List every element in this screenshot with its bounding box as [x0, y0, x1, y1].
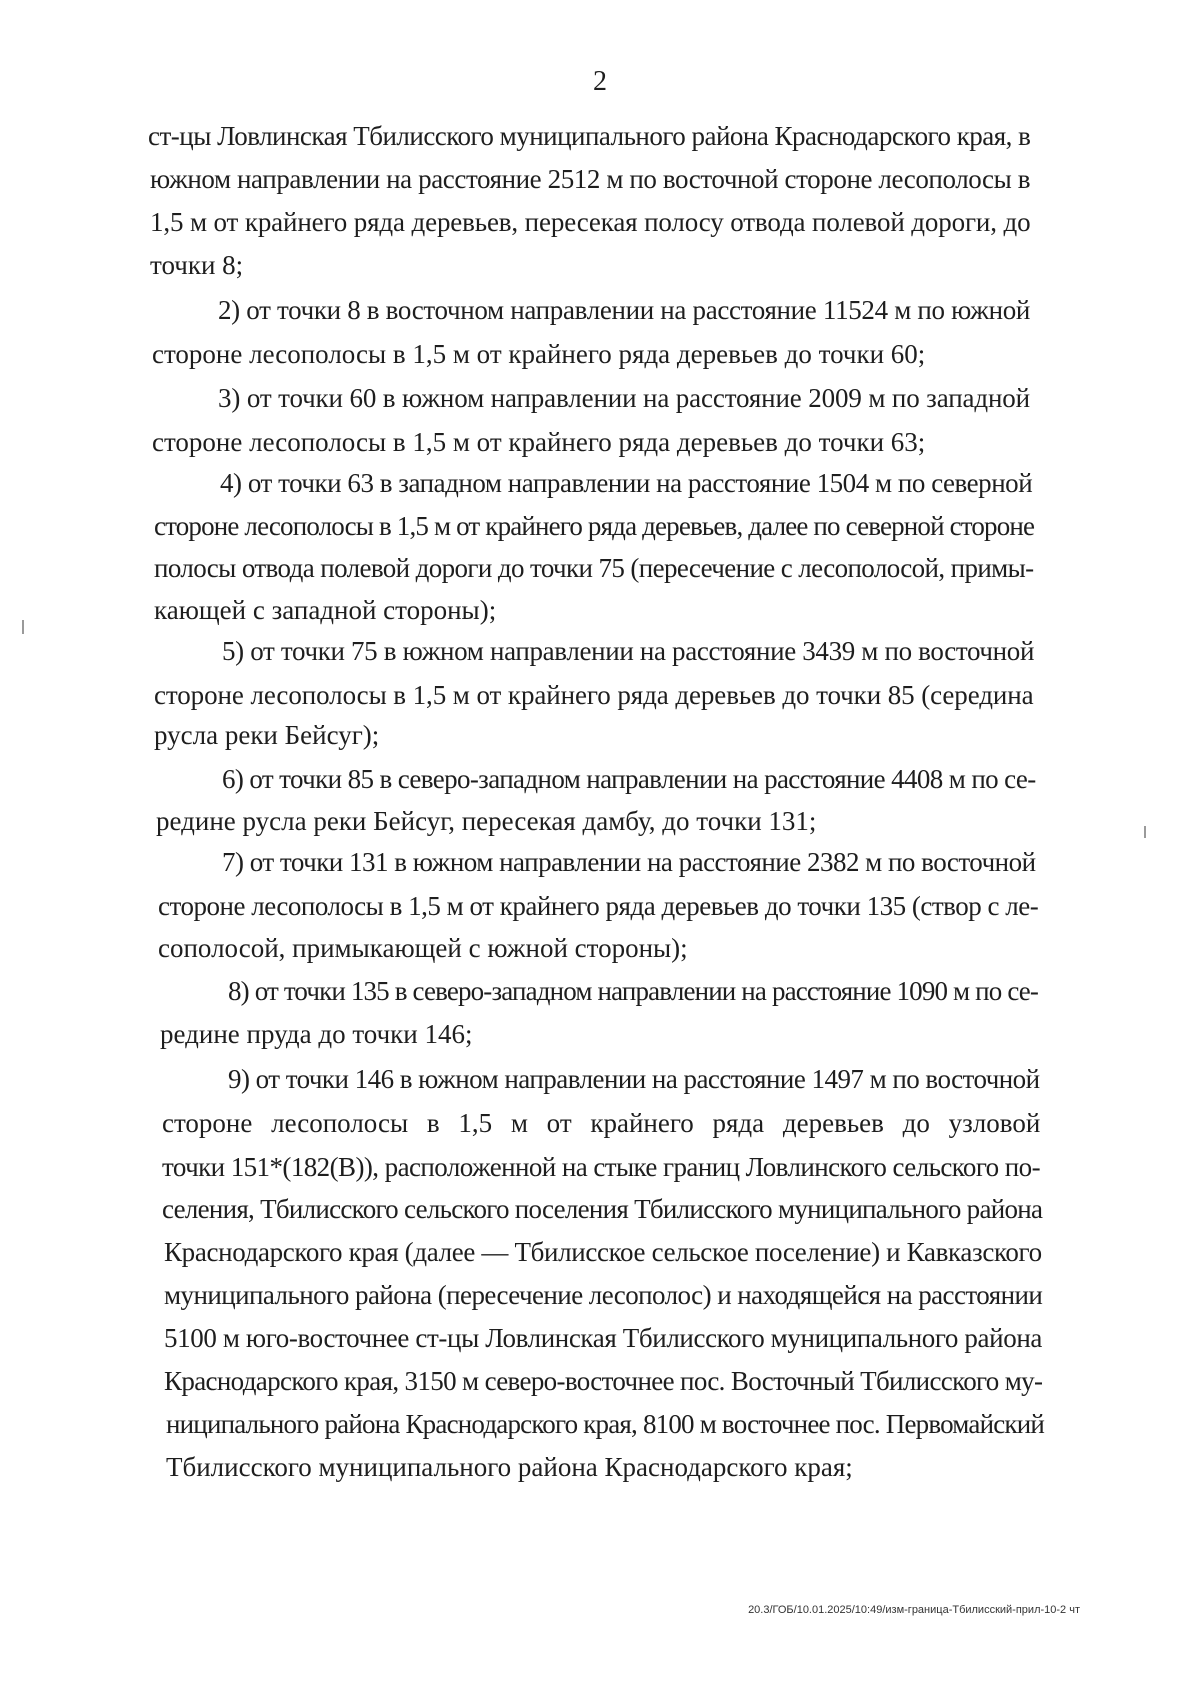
text-line: 9) от точки 146 в южном направлении на расстояние 1497 м по восточной — [228, 1064, 1040, 1094]
text-line: точки 8; — [150, 250, 244, 280]
text-line: ст-цы Ловлинская Тбилисского муниципального района Краснодарского края, в — [148, 121, 1031, 151]
text-line: русла реки Бейсуг); — [154, 720, 380, 750]
text-line: стороне лесополосы в 1,5 м от крайнего ряда деревьев до узловой — [162, 1108, 1041, 1138]
text-line: стороне лесополосы в 1,5 м от крайнего ряда деревьев до точки 85 (середина — [154, 680, 1034, 710]
scan-speck — [1144, 826, 1146, 838]
text-line: 3) от точки 60 в южном направлении на расстояние 2009 м по западной — [218, 383, 1030, 413]
text-line: Краснодарского края (далее — Тбилисское сельское поселение) и Кавказского — [164, 1237, 1042, 1267]
text-line: ниципального района Краснодарского края, 8100 м восточнее пос. Первомайский — [166, 1409, 1045, 1439]
text-line: 5100 м юго-восточнее ст-цы Ловлинская Тбилисского муниципального района — [164, 1323, 1043, 1353]
text-line: стороне лесополосы в 1,5 м от крайнего ряда деревьев, далее по северной стороне — [154, 511, 1035, 541]
text-line: 1,5 м от крайнего ряда деревьев, пересекая полосу отвода полевой дороги, до — [150, 207, 1031, 237]
text-line: 8) от точки 135 в северо-западном направлении на расстояние 1090 м по се- — [228, 976, 1039, 1006]
text-line: селения, Тбилисского сельского поселения Тбилисского муниципального района — [162, 1194, 1043, 1224]
text-line: южном направлении на расстояние 2512 м по восточной стороне лесополосы в — [150, 164, 1031, 194]
text-line: стороне лесополосы в 1,5 м от крайнего ряда деревьев до точки 135 (створ с ле- — [158, 891, 1039, 921]
text-line: 5) от точки 75 в южном направлении на расстояние 3439 м по восточной — [222, 636, 1035, 666]
text-line: точки 151*(182(В)), расположенной на стыке границ Ловлинского сельского по- — [162, 1152, 1040, 1182]
text-line: 6) от точки 85 в северо-западном направлении на расстояние 4408 м по се- — [222, 764, 1036, 794]
document-footer: 20.3/ГОБ/10.01.2025/10:49/изм-граница-Тбилисский-прил-10-2 чт — [748, 1604, 1080, 1616]
text-line: 2) от точки 8 в восточном направлении на расстояние 11524 м по южной — [218, 295, 1031, 325]
text-line: полосы отвода полевой дороги до точки 75 (пересечение с лесополосой, примы- — [154, 553, 1034, 583]
text-line: редине пруда до точки 146; — [160, 1019, 473, 1049]
text-line: 7) от точки 131 в южном направлении на расстояние 2382 м по восточной — [222, 847, 1036, 877]
text-line: Краснодарского края, 3150 м северо-восточнее пос. Восточный Тбилисского му- — [164, 1366, 1043, 1396]
scan-speck — [22, 620, 24, 634]
text-line: 4) от точки 63 в западном направлении на расстояние 1504 м по северной — [220, 468, 1033, 498]
text-line: кающей с западной стороны); — [154, 595, 497, 625]
text-line: стороне лесополосы в 1,5 м от крайнего ряда деревьев до точки 60; — [152, 339, 926, 369]
text-line: сополосой, примыкающей с южной стороны); — [158, 933, 688, 963]
text-line: стороне лесополосы в 1,5 м от крайнего ряда деревьев до точки 63; — [152, 427, 926, 457]
text-line: Тбилисского муниципального района Краснодарского края; — [166, 1452, 853, 1482]
page-number: 2 — [593, 66, 607, 97]
text-line: муниципального района (пересечение лесополос) и находящейся на расстоянии — [164, 1280, 1043, 1310]
text-line: редине русла реки Бейсуг, пересекая дамбу, до точки 131; — [156, 806, 817, 836]
